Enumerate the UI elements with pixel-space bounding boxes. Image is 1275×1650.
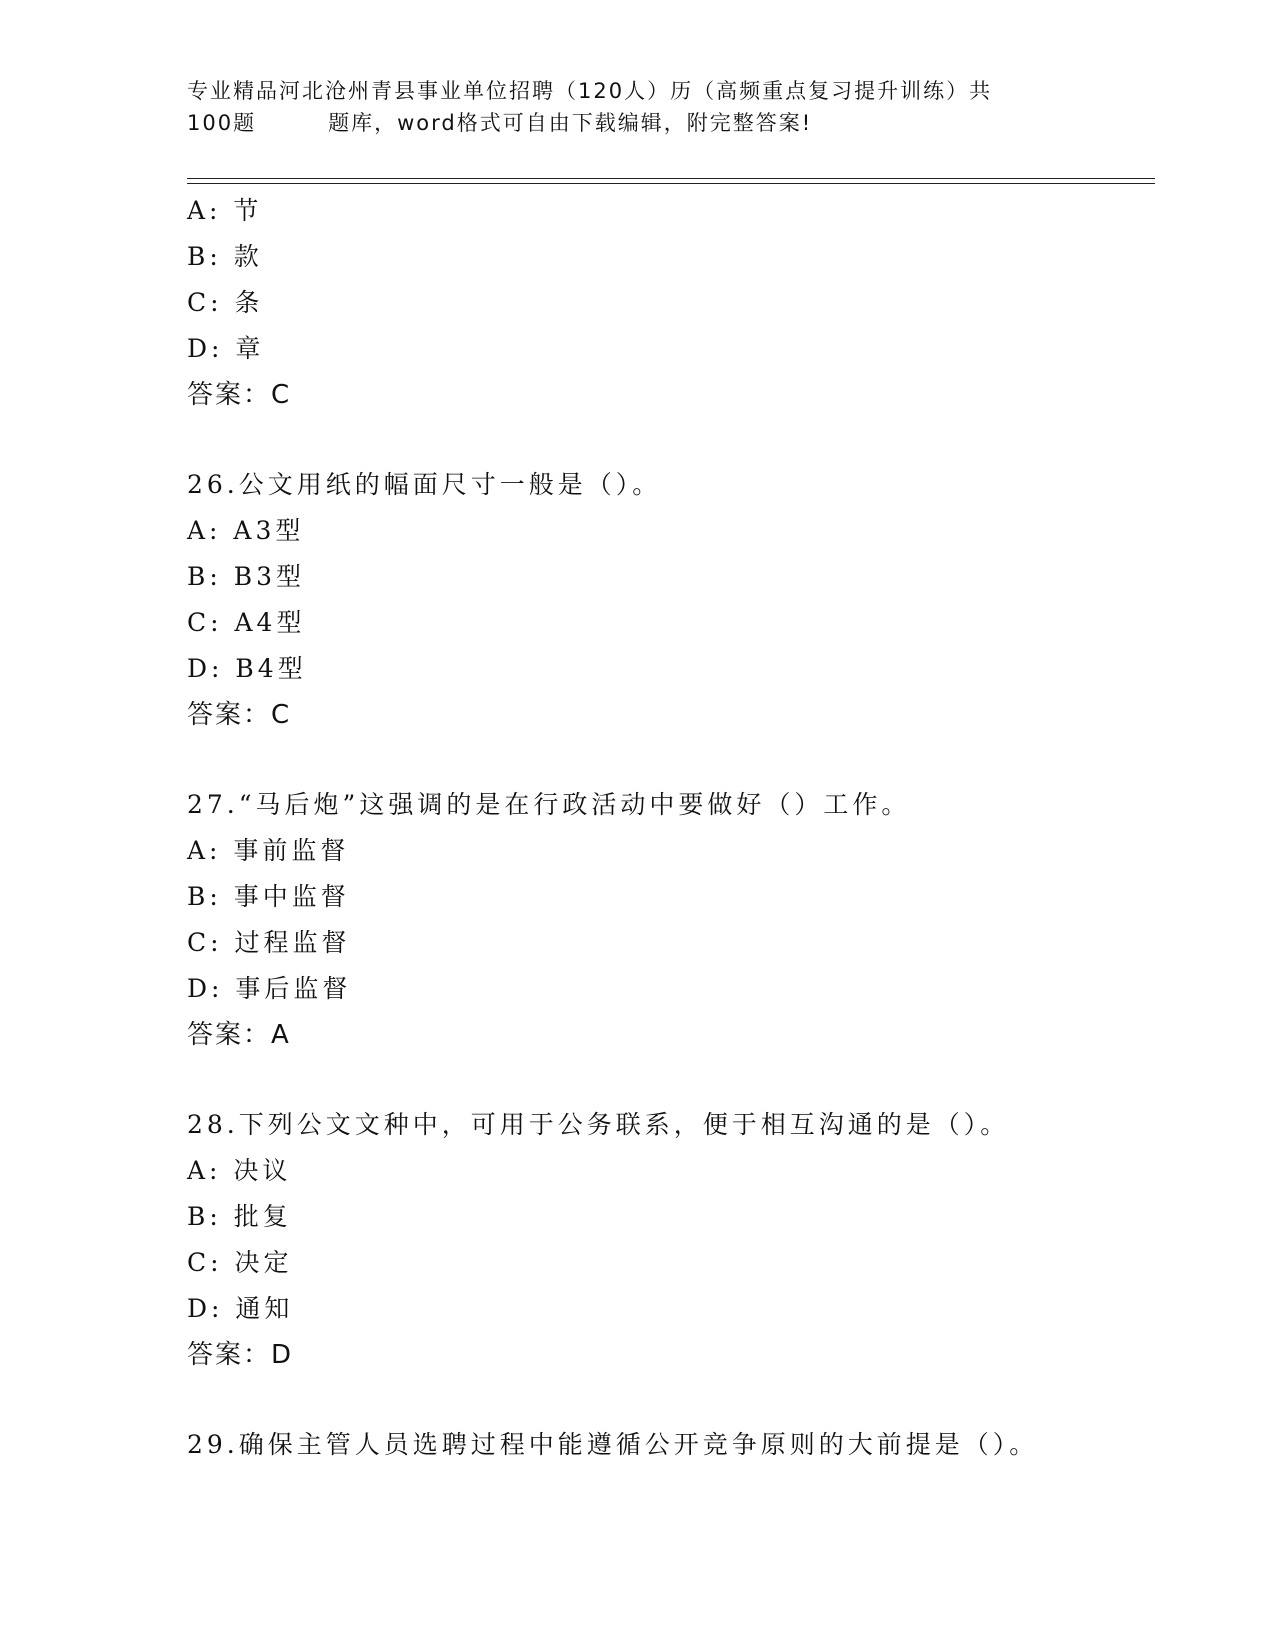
- option-b: B: 批复: [187, 1202, 292, 1231]
- option-b: B: 事中监督: [187, 882, 350, 911]
- option-d: D: 章: [187, 334, 265, 363]
- answer-label: 答案：C: [187, 700, 292, 730]
- option-b: B: B3型: [187, 562, 306, 591]
- question-stem: 27.“马后炮”这强调的是在行政活动中要做好（）工作。: [187, 790, 911, 819]
- option-a: A: A3型: [187, 516, 305, 545]
- option-a: A: 决议: [187, 1156, 292, 1185]
- option-d: D: 事后监督: [187, 974, 352, 1003]
- header-question-count: 100题: [187, 111, 257, 135]
- question-stem: 29.确保主管人员选聘过程中能遵循公开竞争原则的大前提是（）。: [187, 1430, 1039, 1459]
- question-list: [187, 188, 1155, 1468]
- header-description: 题库，word格式可自由下载编辑，附完整答案!: [328, 111, 813, 135]
- option-c: C: A4型: [187, 608, 306, 637]
- option-b: B: 款: [187, 242, 263, 271]
- answer-label: 答案：C: [187, 380, 292, 410]
- question-25-continuation: [187, 188, 1155, 418]
- option-a: A: 事前监督: [187, 836, 350, 865]
- question-27: [187, 782, 1155, 1058]
- option-c: C: 条: [187, 288, 264, 317]
- option-c: C: 过程监督: [187, 928, 351, 957]
- option-d: D: B4型: [187, 654, 307, 683]
- answer-label: 答案：A: [187, 1020, 291, 1050]
- question-29: [187, 1422, 1155, 1468]
- question-stem: 26.公文用纸的幅面尺寸一般是（）。: [187, 470, 662, 499]
- option-a: A: 节: [187, 196, 263, 225]
- header-divider-top: [187, 178, 1155, 179]
- option-c: C: 决定: [187, 1248, 293, 1277]
- header-title-line-1: 专业精品河北沧州青县事业单位招聘（120人）历（高频重点复习提升训练）共: [187, 79, 993, 103]
- question-28: [187, 1102, 1155, 1378]
- header-title-line-2: [187, 107, 1087, 139]
- answer-label: 答案：D: [187, 1340, 294, 1370]
- question-stem: 28.下列公文文种中，可用于公务联系，便于相互沟通的是（）。: [187, 1110, 1010, 1139]
- page-header: [187, 75, 1087, 139]
- question-26: [187, 462, 1155, 738]
- header-divider-bottom: [187, 183, 1155, 184]
- option-d: D: 通知: [187, 1294, 294, 1323]
